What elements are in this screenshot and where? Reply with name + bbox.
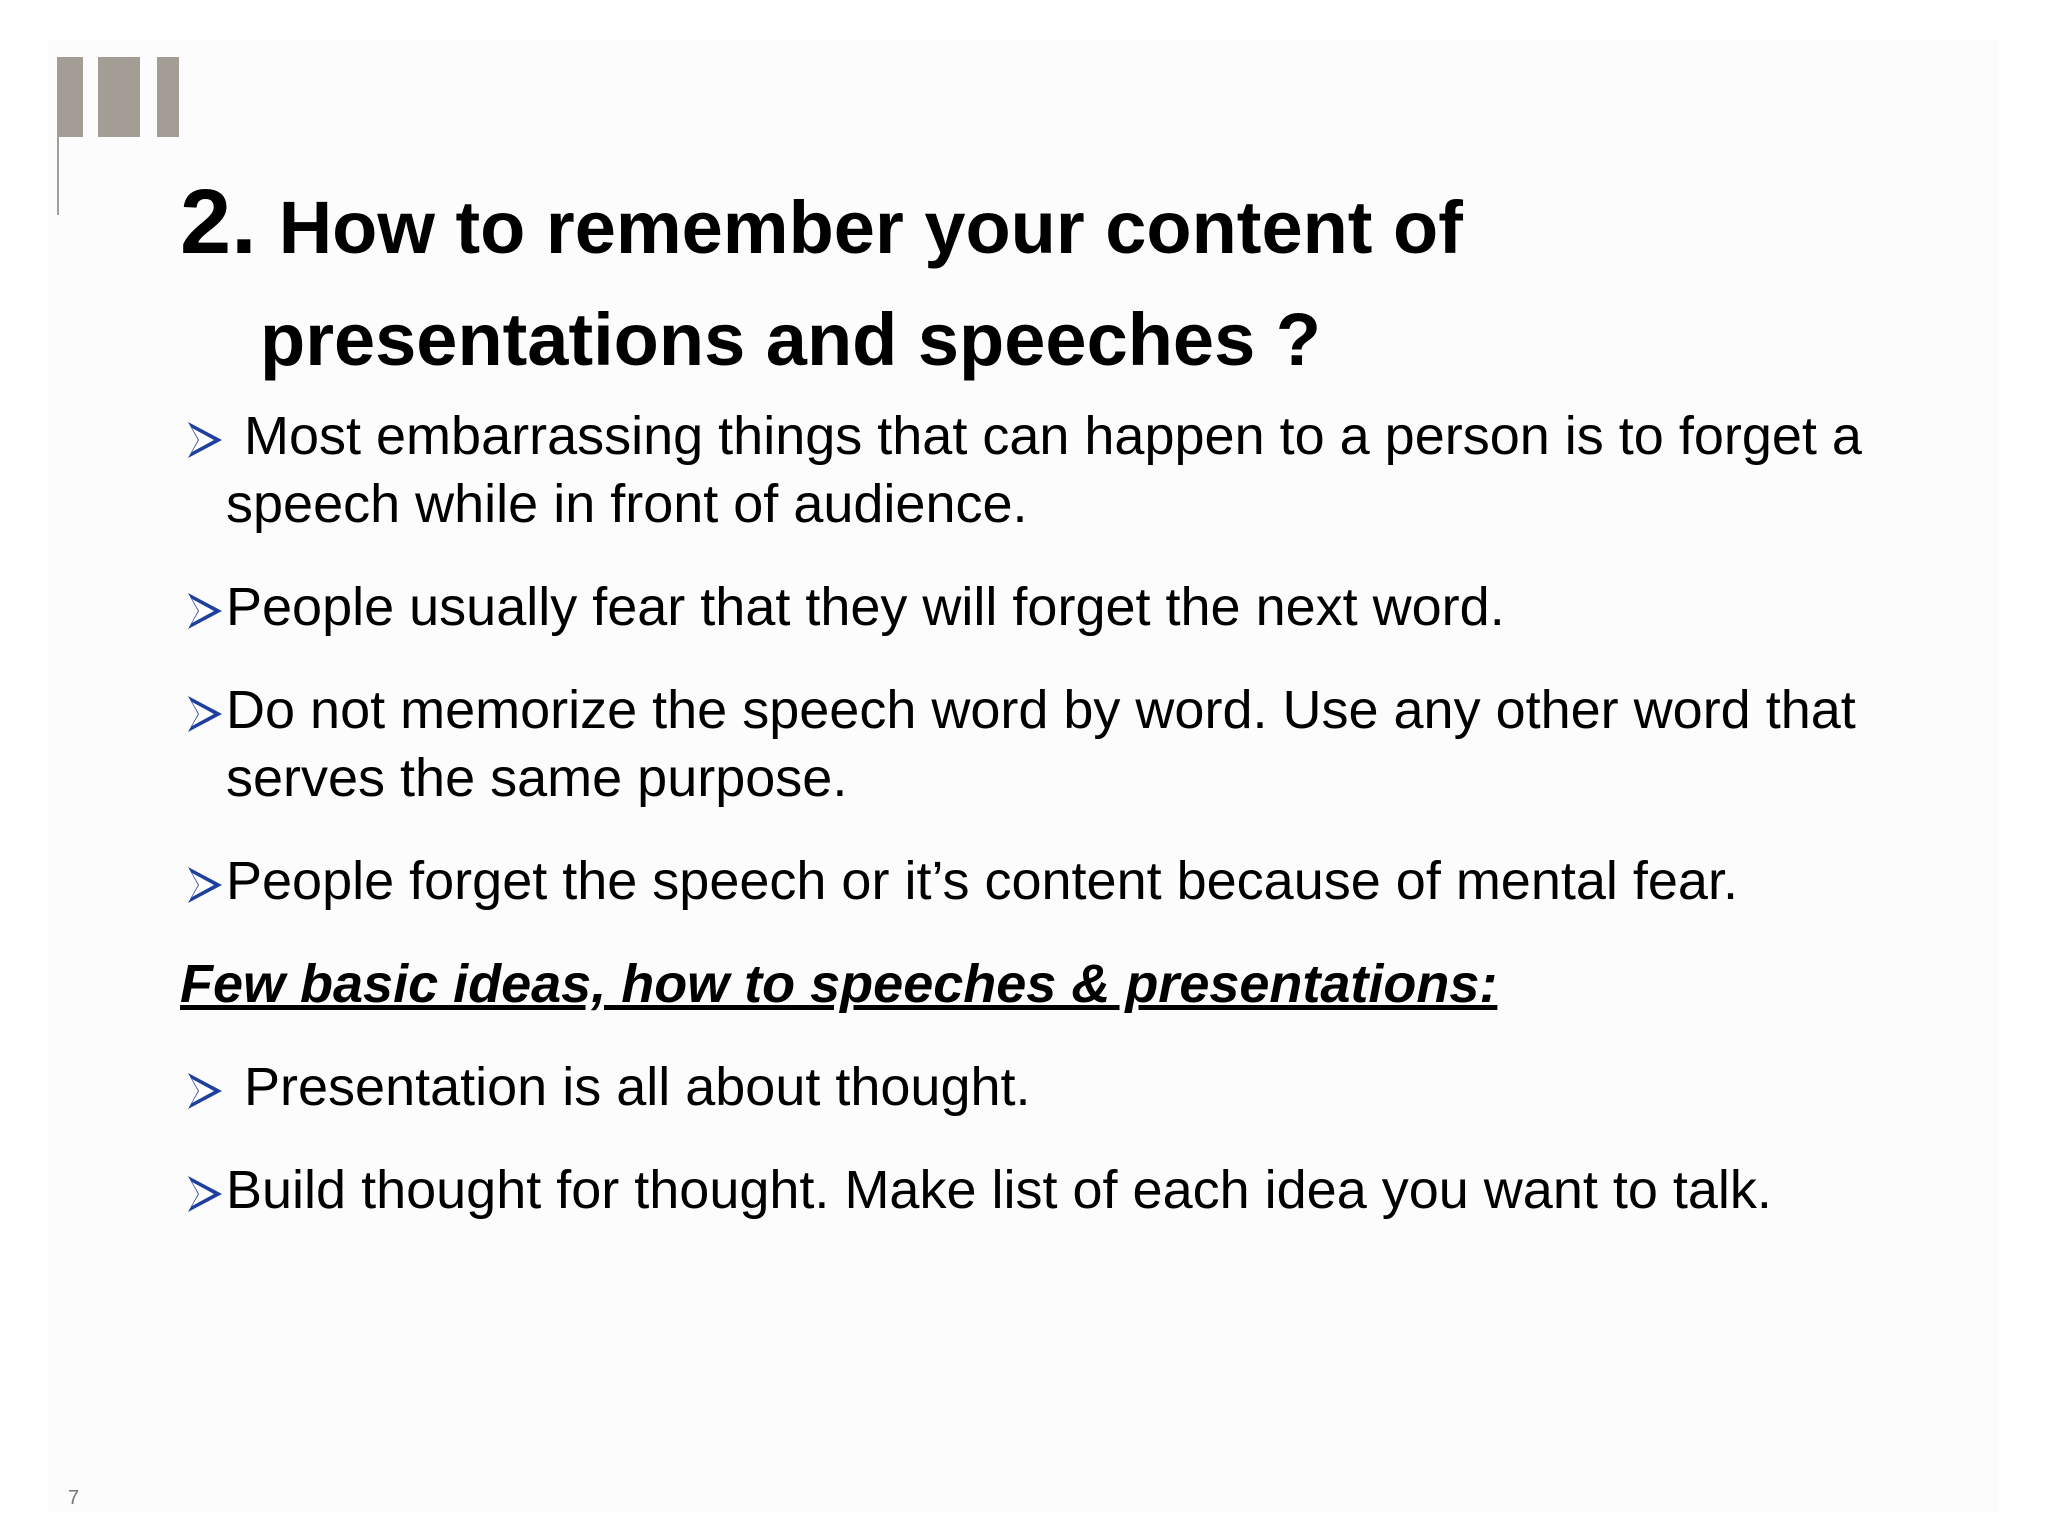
section-subheading: Few basic ideas, how to speeches & presentations:: [180, 954, 1498, 1014]
list-item: [180, 1053, 1900, 1121]
list-item: [180, 676, 1900, 812]
arrow-bullet-icon: [186, 865, 224, 905]
bars-logo-icon: [157, 57, 179, 137]
arrow-bullet-icon: [186, 1071, 224, 1111]
page-number: 7: [68, 1487, 80, 1509]
list-item: [180, 847, 1900, 915]
arrow-bullet-icon: [186, 420, 224, 460]
arrow-bullet-icon: [186, 694, 224, 734]
slide-title: [180, 172, 1880, 388]
bullet-text: Most embarrassing things that can happen to a person is to forget a speech while in front of audience.: [226, 406, 1862, 534]
title-line-2: presentations and speeches ?: [260, 298, 1322, 381]
title-number: 2.: [180, 171, 257, 273]
bars-logo-icon: [98, 57, 140, 137]
bullet-text: Build thought for thought. Make list of each idea you want to talk.: [226, 1160, 1772, 1220]
list-item: [180, 1156, 1900, 1224]
arrow-bullet-icon: [186, 591, 224, 631]
bullet-text: Presentation is all about thought.: [244, 1057, 1031, 1117]
title-line-1: How to remember your content of: [278, 186, 1463, 269]
bars-logo-icon: [57, 57, 83, 137]
list-item: [180, 573, 1900, 641]
arrow-bullet-icon: [186, 1174, 224, 1214]
list-item: [180, 402, 1900, 538]
slide-content: [180, 402, 1900, 1259]
logo-divider: [57, 137, 59, 215]
bullet-text: People usually fear that they will forget the next word.: [226, 577, 1505, 637]
bullet-text: Do not memorize the speech word by word. Use any other word that serves the same purpose.: [226, 680, 1856, 808]
bullet-text: People forget the speech or it’s content because of mental fear.: [226, 851, 1738, 911]
